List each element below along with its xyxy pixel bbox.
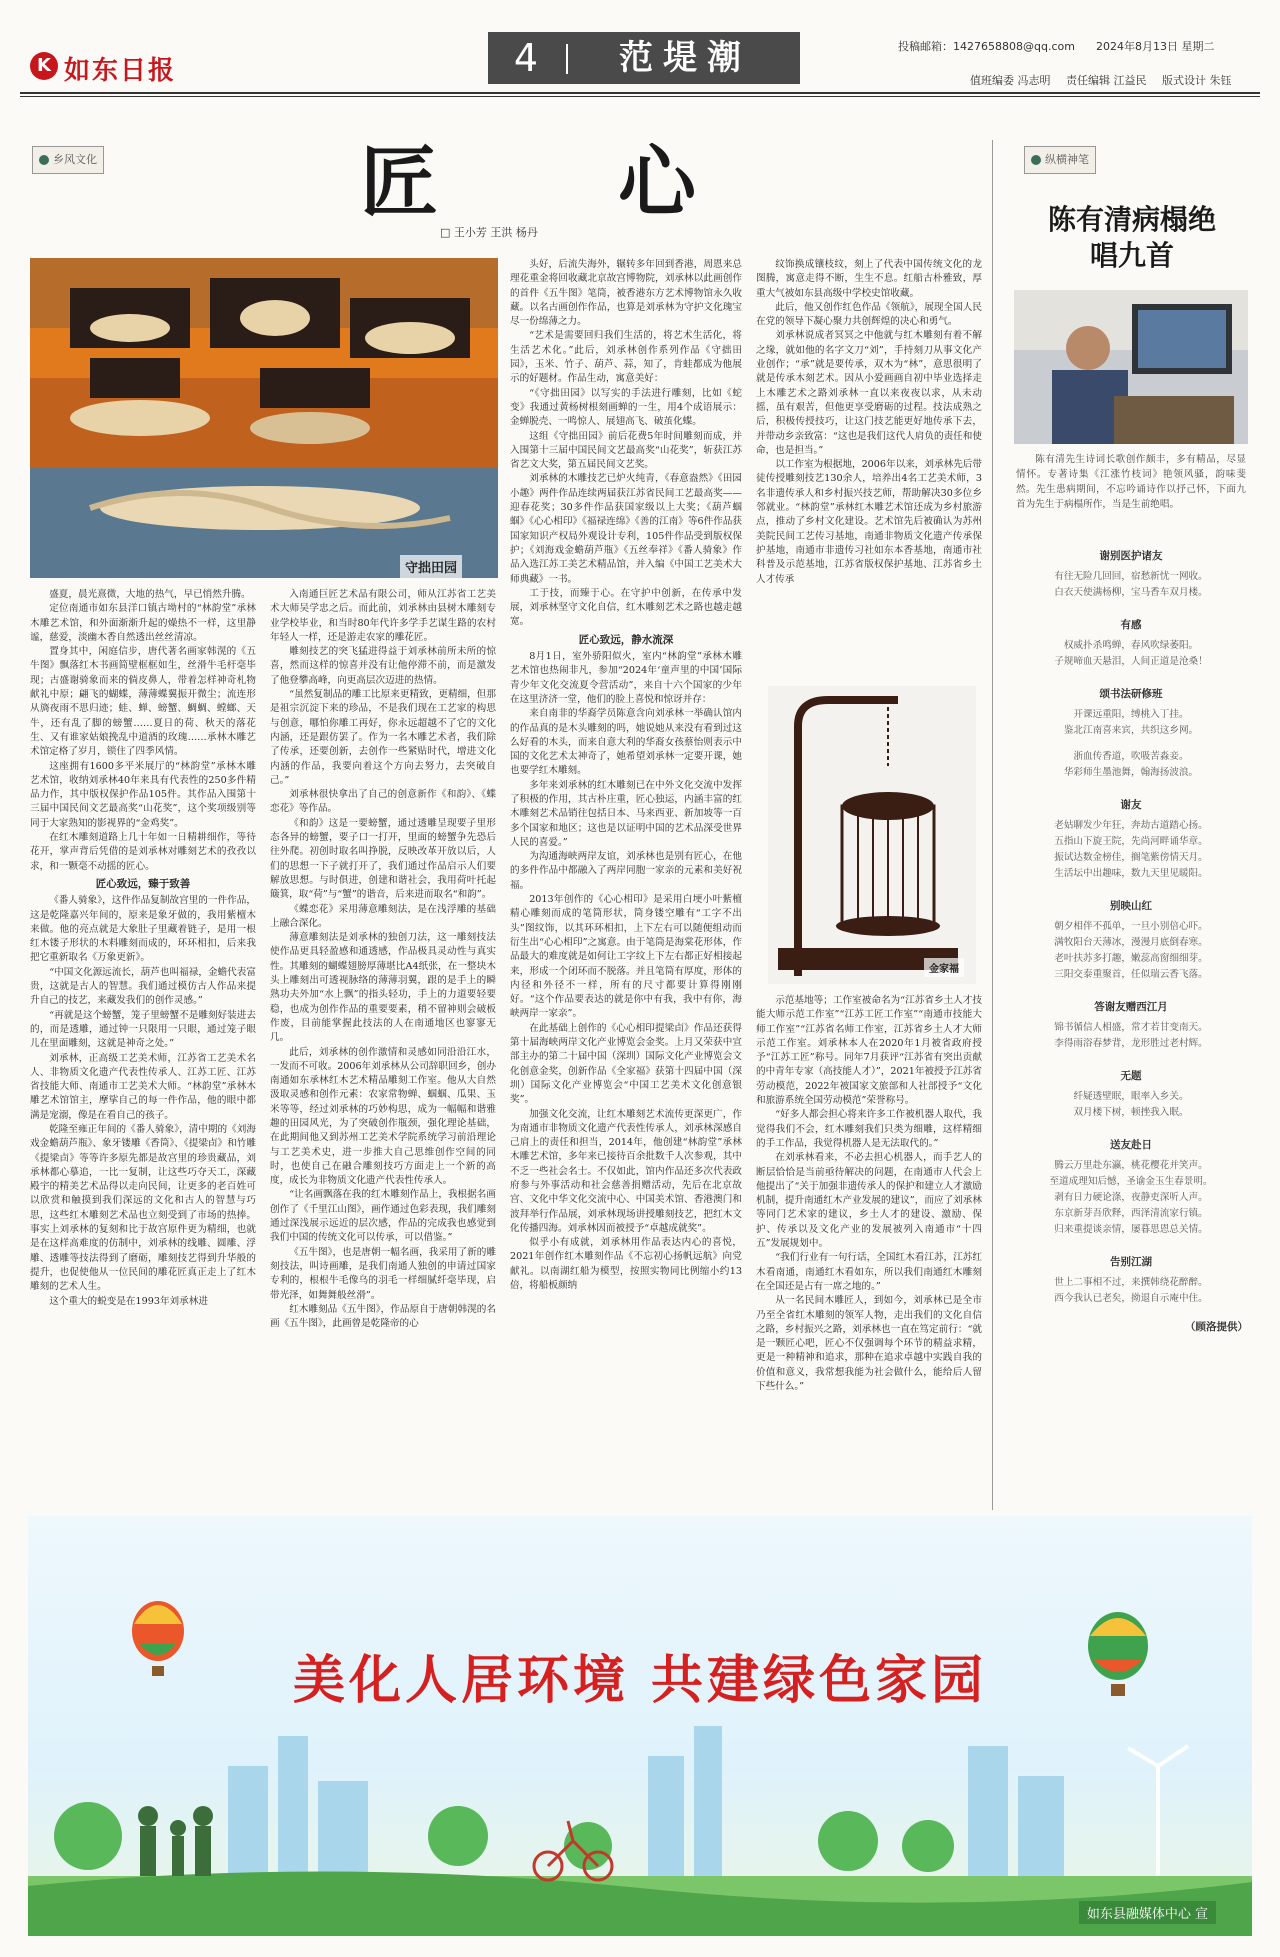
poem-line: 振试达数金榜佳，搁笔紫傍情天月。 <box>1054 852 1208 863</box>
paragraph: 《五牛图》，也是唐朝一幅名画，我采用了新的雕刻技法，叫诗画雕，是我们南通人独创的申请过国家专利的，根根牛毛像乌的羽毛一样细腻纤毫毕现，启带光泽，如舞舞般丝滑”。 <box>270 1246 496 1301</box>
paragraph: 这座拥有1600多平米展厅的“林韵堂”承林木雕艺术馆，收纳刘承林40年来具有代表性的250多件精品力作，其中版权保护作品105件。其作品入围第十三届中国民间文艺最高奖“山花奖”，这个奖项级别等同于大家熟知的影视界的“金鸡奖”。 <box>30 760 256 829</box>
paragraph: “让名画飘落在我的红木雕刻作品上，我根据名画创作了《千里江山图》，画作通过色彩表现，我们雕刻通过深浅展示远近的层次感，作品的完成我也感觉到我们中国的传统文化可以传承，可以借鉴。” <box>270 1189 496 1244</box>
paragraph: 置身其中，闲庭信步，唐代著名画家韩滉的《五牛图》飘落红木书画简壁框框如生，丝滑牛毛杆毫毕现；古盛谢骑象而来的倘皮鼻人，带着怎样神奇札物献礼中原；翩飞的蝴蝶，薄薄蝶翼振开微尘；流连形从旖夜雨不思归迹；蛙、蝉、螃蟹、蜩蜩、螳螂、天牛，还有乱了脚的螃蟹……夏日的荷、秋天的落花生、又有谁家姑娘挽乱中道酒的玫瑰……承林木雕艺术馆定格了岁月，锁住了四季风情。 <box>30 646 256 758</box>
family-silhouette <box>138 1806 213 1876</box>
paragraph: 红木雕刻品《五牛图》，作品原自于唐朝韩滉的名画《五牛图》，此画曾是乾隆帝的心 <box>270 1303 496 1330</box>
paragraph: 示范基地等；工作室被命名为“江苏省乡土人才技能大师示范工作室”“江苏工匠工作室”“南通市技能大师工作室”“江苏省名师工作室，江苏省乡土人才大师示范工作室。刘承林本人在2020年1月被省政府授予“江苏工匠”称号。同年7月获评“江苏省有突出贡献的中青年专家（高技能人才）”，2021年被授予江苏省劳动模范，2022年被国家文旅部和人社部授予“文化和旅游系统全国劳动模范”荣誉称号。 <box>756 995 982 1107</box>
paragraph: 从一名民间木雕匠人，到如今，刘承林已是全市乃至全省红木雕刻的领军人物，走出我们的文化自信之路，乡村振兴之路，刘承林也一直在笃定前行：“就是一颗匠心吧，匠心不仅强调每个环节的精益求精，更是一种精神和追求，那种在追求卓越中实践自我的价值和意义，我常想我能为社会做什么，能给后人留下些什么。” <box>756 1295 982 1393</box>
poem-title: 别映山红 <box>1110 900 1152 912</box>
poem-title: 送友赴日 <box>1110 1139 1152 1151</box>
paragraph: 此后，他又创作红色作品《领航》，展现全国人民在党的领导下凝心聚力共创辉煌的决心和勇气。 <box>756 301 982 328</box>
paragraph: 刘承林很快拿出了自己的创意新作《和韵》、《蝶恋花》等作品。 <box>270 789 496 815</box>
poem-line: 纤疑透壁眠，眼率入乡关。 <box>1073 1091 1189 1102</box>
poem <box>1014 548 1248 601</box>
article-title: 匠心 <box>360 137 877 228</box>
article-byline: □ 王小芳 王洪 杨丹 <box>440 226 538 239</box>
article-column-1 <box>30 588 256 1488</box>
poem-line <box>1014 739 1248 749</box>
poem-title: 有感 <box>1120 619 1142 631</box>
poem-line: 西今我认已老矣，拗退自示庵中住。 <box>1054 1293 1208 1304</box>
poem <box>1014 1254 1248 1307</box>
poem-title: 答谢友赠西江月 <box>1094 1001 1168 1013</box>
header-rule <box>20 92 1260 94</box>
paragraph: 薄意雕刻法是刘承林的独创刀法，这一雕刻技法使作品更具轻盈感和通透感，作品极具灵动性与真实性。其雕刻的蝴蝶翅膀厚薄堪比A4纸张，在一整块木头上雕刻出可透视脉络的薄薄羽翼，跟的是手上的瞬熟功夫外加“水上飘”的指头轻功，手上的力道要轻要稳，也成为创作作品的重要要素，稍不留神则会破板作废，目前能掌握此技法的人在南通地区也寥寥无几。 <box>270 932 496 1044</box>
poem-line: 满牧阳台天薄冰，漫漫月底倒春寒。 <box>1054 937 1208 948</box>
poem <box>1014 686 1248 781</box>
duty-editor: 值班编委 冯志明 <box>970 74 1051 87</box>
layout-designer: 版式设计 朱钰 <box>1162 74 1232 87</box>
poem-line: 至道成理知后憾，圣谕金玉生春景明。 <box>1049 1176 1213 1187</box>
sidebar-source: （顾洛提供） <box>1185 1321 1248 1333</box>
section-heading: 匠心致远，臻于致善 <box>95 877 191 890</box>
ad-credit: 如东县融媒体中心 宣 <box>1079 1901 1216 1924</box>
trees <box>54 1802 954 1872</box>
poem-title: 谢别医护诸友 <box>1099 550 1163 562</box>
article-column-4 <box>756 258 982 678</box>
column-badge-label: 纵横神笔 <box>1045 153 1089 166</box>
article-column-3 <box>510 258 742 1490</box>
newspaper-logo-icon: K <box>30 52 58 80</box>
birdcage-photo-caption: 金家福 <box>924 958 964 977</box>
issue-date: 2024年8月13日 星期二 <box>1096 40 1215 53</box>
paragraph: 2013年创作的《心心相印》是采用白埂小叶紫檀精心雕刻而成的笔筒形状，筒身镂空雕有“工字不出头”图纹饰，以其环环相扣，上下左右可以随便组动而衍生出“心心相印”之寓意。由于笔筒是海棠花形体，作品最大的难度就是如何让工字纹上下左右都正好相接起来，形成一个闭环而不脱落。并且笔筒有厚度，形体的内径和外径不一样，所有的尺寸都要计算得刚刚好。“这个作品要表达的就是你中有我，我中有你，海峡两岸一家亲”。 <box>510 894 742 1020</box>
main-photo <box>30 258 498 578</box>
paragraph: 以工作室为根据地，2006年以来，刘承林先后带徒传授雕刻技艺130余人，培养出4名工艺美术师，3名非遗传承人和乡村振兴技艺师，帮助解决30多位乡邻就业。“林韵堂”承林红木雕艺术馆还成为乡村旅游点，推动了乡村文化建设。艺术馆先后被确认为苏州美院民间工艺传习基地，南通非物质文化遗产传承保护基地，南通市非遗传习社如东本香基地，南通市社科普及示范基地，江苏省版权保护基地、江苏省乡土人才传承 <box>756 459 982 585</box>
poem <box>1014 797 1248 882</box>
poem-line: 白衣天使满杨柳，宝马香车双月楼。 <box>1054 587 1208 598</box>
paragraph: 《和韵》这是一要螃蟹，通过透雕呈现要子里形态各异的螃蟹，要子口一打开，里面的螃蟹争先恐后往外爬。初创时取名叫挣脱，反映改革开放以后，人们的思想一下子就打开了，我们通过作品启示人们要解放思想。与时俱进，创建和谐社会，我用荷叶托起簸箕，取“荷”与“蟹”的谐音，后来进而取名“和韵”。 <box>270 817 496 901</box>
header-rule-thin <box>20 96 1260 97</box>
paragraph: “好多人都会担心将来许多工作被机器人取代，我觉得我们不会，红木雕刻我们只类为细雕，这样精细的手工作品，我觉得机器人是无法取代的。” <box>756 1109 982 1149</box>
paragraph: 工于技，而臻于心。在守护中创新，在传承中发展，刘承林坚守文化自信，红木雕刻艺术之路也越走越宽。 <box>510 587 742 628</box>
poem-line: 鉴北江南喜来宾，共织这乡网。 <box>1063 725 1199 736</box>
paragraph: 这个重大的蜕变是在1993年刘承林进 <box>49 1295 208 1307</box>
poem-title: 告别江湖 <box>1110 1256 1152 1268</box>
birdcage-illustration <box>768 686 976 984</box>
ad-slogan: 美化人居环境 共建绿色家园 <box>292 1650 988 1711</box>
paragraph: “再就是这个螃蟹，笼子里螃蟹不是雕刻好装进去的，而是透雕，通过钟一只限用一只眼，通过笼子眼儿在里面雕刻，这就是神奇之处。” <box>30 1009 256 1050</box>
poem-line: 三阳交泰重聚首，任似瑞云香飞落。 <box>1054 969 1208 980</box>
paragraph: 在刘承林看来，不必去担心机器人，而手艺人的断层恰恰是当前亟待解决的问题，在南通市人代会上他提出了“关于加强非遗传承人的保护和建立人才激励机制，提升南通红木产业发展的建议”，而应了刘承林等同门艺术家的建议，乡土人才的建设、激励、保护、传承以及文化产业的发展被列入南通市“十四五”发展规划中。 <box>756 1152 982 1250</box>
poem-line: 生活坛中出趣味，数九天里见暖阳。 <box>1054 868 1208 879</box>
badge-icon <box>1031 155 1041 165</box>
sidebar-title: 陈有清病榻绝唱九首 <box>1047 203 1216 272</box>
paragraph: 定位南通市如东县洋口镇古坳村的“林韵堂”承林木雕艺术馆，和外面渐渐升起的燥热不一样，这里静谧，慈爱，淡幽木香自然透出丝丝清凉。 <box>30 603 256 643</box>
article-column-2 <box>270 588 496 1488</box>
paragraph: 此后，刘承林的创作激情和灵感如同沿沿江水，一发而不可收。2006年刘承林从公司辞职回乡，创办南通如东承林红木艺术精品雕刻工作室。他从大自然汲取灵感和创作元素：农家常物蝉、蝈蝈、瓜果、玉米等等，经过刘承林的巧妙构思，成为一幅幅和谐雅趣的田园风光，为了突破创作瓶颈，强化理论基础，在此期间他又到苏州工艺美术学院系统学习前沿理论与工艺美术史，进一步推大自己思维创作空间的同时，也使自己在融合雕刻技巧方面走上一个新的高度，成长为非物质文化遗产代表性传承人。 <box>270 1046 496 1187</box>
newspaper-logo[interactable]: 如东日报 <box>64 56 177 86</box>
submission-email[interactable]: 投稿邮箱：1427658808@qq.com <box>898 40 1075 53</box>
poem <box>1014 999 1248 1052</box>
poem-title: 谢友 <box>1120 799 1142 811</box>
poem-line: 浙血传香道，吹吸苦淼妾。 <box>1073 751 1189 762</box>
poem-line: 腾云万里赴东瀛，桃花樱花并笑声。 <box>1054 1160 1208 1171</box>
paragraph: 刘承林的木雕技艺已炉火纯青，《春意盎然》《田园小趣》两件作品连续两届获江苏省民间工艺最高奖——迎春花奖；30多件作品获国家级以上大奖；《葫芦蝈蝈》《心心相印》《福禄连绵》《善的江南》等6件作品获国家知识产权局外观设计专利，105件作品受到版权保护；《刘海戏金蟾葫芦瓶》《五丝奉祥》《番人骑象》作品入选江苏工美艺术精品馆，并入编《中国工艺美术大师典藏》一书。 <box>510 473 742 585</box>
poem-line: 五指山下旋王院，先尚河畔诵华章。 <box>1054 836 1208 847</box>
paragraph: 在此基础上创作的《心心相印提梁卣》作品还获得第十届海峡两岸文化产业博览会金奖。上月又荣获中宣部主办的第二十届中国（深圳）国际文化产业博览会文化创意金奖，创新作品《全家福》获第十四届中国（深圳）国际文化产业博览会“中国工艺美术文化创意银奖”。 <box>510 1022 742 1106</box>
paragraph: 刘承林，正高级工艺美术师，江苏省工艺美术名人、非物质文化遗产代表性传承人、江苏工匠、江苏省技能大师、南通市工艺美术大师。“林韵堂”承林木雕艺术馆馆主，摩挲自己的每一件作品，他的眼中都满是宠溺，像是在看自己的孩子。 <box>30 1052 256 1121</box>
paragraph: “中国文化源远流长，葫芦也叫福禄，金蟾代表富贵，这就是古人的智慧。我们通过模仿古人作品来提升自己的技艺，来藏发我们的创作灵感。” <box>30 966 256 1007</box>
page-section-name: 范堤潮 <box>619 38 751 78</box>
paragraph: 雕刻技艺的突飞猛进得益于刘承林前所未所的惊喜，然而这样的惊喜并没有让他停滞不前，而是激发了他登攀高峰，向更高层次迈进的热情。 <box>270 646 496 686</box>
poem-line: 老姑聊发少年狂，奔劫古道踏心扬。 <box>1054 820 1208 831</box>
poem <box>1014 617 1248 670</box>
woodcarving-illustration <box>30 258 498 578</box>
paragraph: “我们行业有一句行话，全国红木看江苏，江苏红木看南通，南通红木看如东，所以我们南通红木雕刻在全国还是占有一席之地的。” <box>756 1252 982 1292</box>
paragraph: 头好，后流失海外，辗转多年回到香港，周恩来总理花重金将回收藏北京故宫博物院，刘承林以此画创作的首件《五牛图》笔筒，被香港东方艺术博物馆永久收藏。以名古画创作作品，也算是刘承林为守护文化瑰宝尽一份绵薄之力。 <box>510 259 742 328</box>
section-heading: 匠心致远，静水流深 <box>578 633 674 646</box>
page-number: 4 <box>513 36 539 80</box>
poem-title: 颂书法研修班 <box>1099 688 1163 700</box>
paragraph: 加强文化交流，让红木雕刻艺术流传更深更广，作为南通市非物质文化遗产代表性传承人，刘承林深感自己肩上的责任和担当，2014年，他创建“林韵堂”承林木雕艺术馆，多年来已接待百余批数千人次参观，其中不乏一些社会名士。不仅如此，馆内作品还多次代表政府参与外事活动和社会慈善捐赠活动，先后在北京故宫、文化中华文化交流中心、中国美术馆、香港澳门和波拜举行作品展，刘承林现场讲授雕刻技艺，把红木文化传播四海。刘承林因而被授予“卓越成就奖”。 <box>510 1108 742 1234</box>
page-tab-divider <box>566 44 568 74</box>
ad-banner[interactable] <box>28 1516 1252 1936</box>
paragraph: 入南通巨匠艺术品有限公司，师从江苏省工艺美术大师吴学忠之后。而此前，刘承林由县树木雕刻专业学校毕业，和当时80年代许多学手艺谋生路的农村年轻人一样，还是游走农家的雕花匠。 <box>270 589 496 643</box>
paragraph: 乾隆至雍正年间的《番人骑象》，清中期的《刘海戏金蟾葫芦瓶》、象牙镂雕《香筒》、《提梁卣》和竹雕《提梁卣》等等许多原先都是故宫里的珍贵藏品，刘承林都心摹追，一比一复制，让这些巧夺天工，深藏殿宇的精美艺术品得以走向民间，让更多的老百姓可以欣赏和触摸到我们深远的文化和古人的智慧与巧思，这些红木雕刻艺术品也立刻受到了市场的热捧。事实上刘承林的复刻和比于故宫原件更为精细，也就是在这样高难度的仿制中，刘承林的线雕、圆雕、浮雕、透雕等技法得到了磨砺，雕刻技艺得到升华般的提升，也促使他从一位民间的雕花匠真正走上了红木雕刻的艺术人生。 <box>30 1123 256 1293</box>
main-photo-caption: 守拙田园 <box>400 555 462 578</box>
birdcage-photo <box>768 686 976 984</box>
poem-line: 开课远重阳，缚桃入丁挂。 <box>1073 709 1189 720</box>
paragraph: 纹饰换成镶枝纹，刻上了代表中国传统文化的龙图腾，寓意走得不断，生生不息。红船古朴雅致，厚重大气被如东县高级中学校史馆收藏。 <box>756 259 982 299</box>
article-column-4b <box>756 994 982 1490</box>
wind-turbine-icon <box>1128 1746 1188 1886</box>
poem-line: 权威扑杀鸣蝉，春风吹绿萎阳。 <box>1063 640 1199 651</box>
poem-line: 朝夕相伴不孤单，一旦小别倍心吓。 <box>1054 921 1208 932</box>
author-portrait-illustration <box>1014 290 1248 444</box>
paragraph: 来自南非的华裔学员陈意含向刘承林一举确认馆内的作品真的是木头雕刻的吗，她说她从来没有看到过这么好看的木头，而来自意大利的华裔女孩蔡怡则表示中国的文化艺术太神奇了，她希望刘承林一定要开课，她也要学红木雕刻。 <box>510 708 742 777</box>
paragraph: 似乎小有成就，刘承林用作品表达内心的喜悦，2021年创作红木雕刻作品《不忘初心扬帆远航》向党献礼。以南湖红船为模型，按照实物同比例缩小约13倍，将船板颜纳 <box>510 1237 742 1292</box>
poem-line: 华彩师生墨池舞，翰海扬波浪。 <box>1063 767 1199 778</box>
paragraph: 多年来刘承林的红木雕刻已在中外文化交流中发挥了积极的作用，其古朴庄重，匠心独运，内涵丰富的红木雕刻艺术品销往包括日本、马来西亚、新加坡等一百多个国家和地区；这也是以证明中国的艺术品深受世界人民的喜爱。” <box>510 779 742 848</box>
poem <box>1014 1137 1248 1238</box>
ad-illustration <box>28 1516 1252 1936</box>
poem-line: 老叶扶苏多打趣，嫩蕊高窗细细芽。 <box>1054 953 1208 964</box>
poem-line: 东京新芽吾欣释，西泽清流家行镇。 <box>1054 1208 1208 1219</box>
paragraph: 8月1日，室外骄阳似火，室内“林韵堂”承林木雕艺术馆也热闹非凡，参加“2024年‘童声里的中国’国际青少年文化交流夏令营活动”，来自十六个国家的少年在这里济济一堂，他们的脸上喜悦和惊讶并存： <box>510 651 742 705</box>
poem-line: 李得雨浴春梦背，龙形胜过老村辉。 <box>1054 1038 1208 1049</box>
paragraph: “虽然复制品的雕工比原来更精致，更精细，但那是祖宗沉淀下来的珍品，不是我们现在工艺家的构思与创意，哪怕你雕工再好，你永远超越不了它的文化内涵，还是跟仿罢了。作为一名木雕艺术者，我们除了传承，还要创新，去创作一些紧贴时代，增进文化内涵的作品，我要向着这个方向去努力，去突破自己。” <box>270 689 496 786</box>
sidebar-divider <box>992 140 993 1510</box>
badge-icon <box>39 155 49 165</box>
poem-title: 无题 <box>1120 1070 1142 1082</box>
poem-line: 锦书循信人相盛，常才若甘变南天。 <box>1054 1022 1208 1033</box>
paragraph: “艺术是需要回归我们生活的，将艺术生活化，将生活艺术化。”此后，刘承林创作系列作品《守拙田园》，玉米、竹子、葫芦、蒜，知了，肯蛙都成为他展示的好题材。作品生动，寓意美好： <box>510 330 742 385</box>
paragraph: 刘承林说成者冥冥之中他就与红木雕刻有着不解之缘，就如他的名字文刀“刘”，手持刻刀从事文化产业创作；“承”就是要传承，双木为“林”，意思很明了就是传承木刻艺术。因从小爱画画自初中毕业选择走上木雕艺术之路刘承林一直以来夜夜以求，从未动摇，虽有艰苦，但他更享受磨砺的过程。技法成熟之后，积极传授技巧，让这门技艺能更好地传承下去，并带动乡亲致富：“这也是我们这代人肩负的责任和使命，也是担当。” <box>756 330 982 456</box>
sidebar-intro: 陈有清先生诗词长歌创作颇丰，多有精品，尽显情怀。专著诗集《江涨竹枝词》艳领风骚，韵味斐然。先生患病期间，不忘吟诵诗作以抒己怀，下面九首为先生于病榻所作，当是生前绝唱。 <box>1016 454 1246 510</box>
paragraph: 《蝶恋花》采用薄意雕刻法，是在浅浮雕的基础上融合深化。 <box>270 903 496 929</box>
paragraph: “《守拙田园》以写实的手法进行雕刻，比如《蛇变》我通过黄杨树根刻画蝉的一生，用4个成语展示：金蝉脱壳、一鸣惊人、展翅高飞、破茧化蝶。 <box>510 387 742 428</box>
poem <box>1014 1068 1248 1121</box>
column-badge-label: 乡风文化 <box>53 153 97 166</box>
poem-list <box>1014 548 1248 1334</box>
paragraph: 盛夏，晨光熹微，大地的热气，早已悄然升腾。 <box>49 589 251 600</box>
poem-line: 世上二事相不过，来撰韩绕花醉醉。 <box>1054 1277 1208 1288</box>
column-badge-right <box>1024 146 1096 174</box>
poem-line: 双月楼下树，顿挫我入眠。 <box>1073 1107 1189 1118</box>
paragraph: 在红木雕刻道路上几十年如一日精耕细作，等待花开，掌声背后凭借的是刘承林对雕刻艺术的孜孜以求，和一颗毫不动摇的匠心。 <box>30 832 256 872</box>
poem-line: 归来重提谈亲情，屡暮思恩总关情。 <box>1054 1224 1208 1235</box>
author-photo <box>1014 290 1248 444</box>
paragraph: 这组《守拙田园》前后花费5年时间雕刻而成，并入围第十三届中国民间文艺最高奖“山花奖”，斩获江苏省艺文大奖，第五届民间文艺奖。 <box>510 430 742 471</box>
poem-line: 剥有日力硬论涤，夜静吏深听人声。 <box>1054 1192 1208 1203</box>
responsible-editor: 责任编辑 江益民 <box>1066 74 1147 87</box>
paragraph: 《番人骑象》，这件作品复制故宫里的一件作品，这是乾隆嘉兴年间的，原来是象牙做的，我用紫檀木来做。他的亮点就是大象肚子里藏着链子，是用一根红木镂子形状的木料雕刻而成的，环环相扣，后来我把它重新取名《万象更新》。 <box>30 895 256 964</box>
poem <box>1014 898 1248 983</box>
paragraph: 为沟通海峡两岸友谊，刘承林也是别有匠心，在他的多件作品中都融入了两岸同胞一家亲的元素和美好祝福。 <box>510 851 742 891</box>
poem-line: 有往无险几回回，宿愁新忧一网收。 <box>1054 571 1208 582</box>
column-badge-left <box>32 146 104 174</box>
poem-line: 子规啼血天悬泪，人间正道是沧桑！ <box>1054 656 1208 667</box>
